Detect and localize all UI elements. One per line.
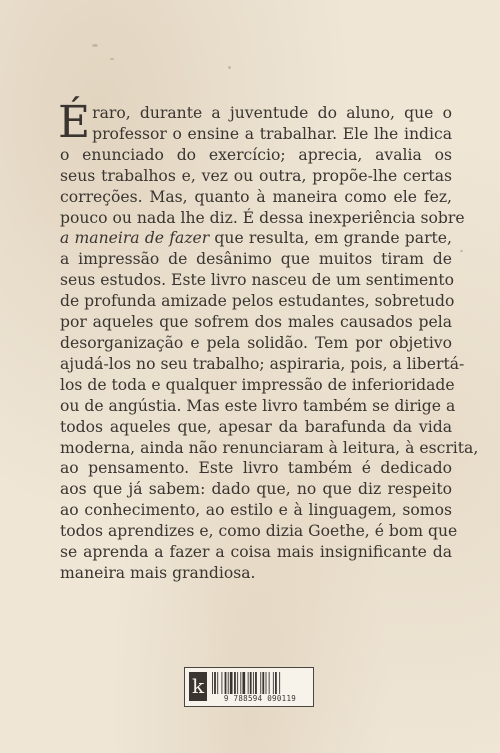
barcode-bar — [279, 672, 280, 694]
barcode-bar — [275, 672, 277, 694]
text-line: todos aqueles que, apesar da barafunda da vida — [60, 417, 452, 436]
blurb-text — [58, 97, 479, 584]
text-line: o enunciado do exercício; aprecia, avalia os — [60, 145, 452, 164]
barcode-bar — [269, 672, 270, 694]
text-line: todos aprendizes e, como dizia Goethe, é bom que — [60, 522, 458, 541]
barcode-bars — [211, 672, 309, 694]
paper-speck — [92, 44, 98, 47]
text-line: moderna, ainda não renunciaram à leitura, à escrita, — [60, 438, 479, 457]
barcode-bar — [217, 672, 218, 694]
text-line: seus trabalhos e, vez ou outra, propõe-lhe certas — [60, 166, 452, 185]
text-line: por aqueles que sofrem dos males causados pela — [60, 313, 452, 332]
barcode-bar — [253, 672, 254, 694]
text-line: desorganização e pela solidão. Tem por objetivo — [60, 333, 452, 352]
barcode-bar — [230, 672, 233, 694]
text-line: pouco ou nada lhe diz. É dessa inexperiência sobre — [60, 208, 465, 227]
text-line: seus estudos. Este livro nasceu de um sentimento — [60, 271, 454, 290]
barcode-panel — [184, 667, 314, 707]
barcode-bar — [242, 672, 245, 694]
barcode-bar — [273, 672, 274, 694]
text-line: maneira mais grandiosa. — [60, 563, 256, 582]
barcode-bar — [214, 672, 216, 694]
barcode-bar — [248, 672, 249, 694]
barcode-bar — [260, 672, 261, 694]
text-line: los de toda e qualquer impressão de inferioridade — [60, 375, 455, 394]
barcode-bar — [221, 672, 222, 694]
barcode-bar — [212, 672, 213, 694]
text-line: ou de angústia. Mas este livro também se dirige a — [60, 396, 456, 415]
text-line: ajudá-los no seu trabalho; aspiraria, pois, a libertá- — [60, 354, 465, 373]
paper-speck — [110, 58, 114, 60]
text-line: a maneira de fazer que resulta, em grande parte, — [60, 229, 452, 248]
text-line: se aprenda a fazer a coisa mais insignificante da — [60, 543, 452, 562]
text-line: correções. Mas, quanto à maneira como ele fez, — [60, 187, 452, 206]
barcode-bar — [266, 672, 267, 694]
text-line: a impressão de desânimo que muitos tiram de — [60, 250, 452, 269]
barcode-bar — [250, 672, 252, 694]
text-line: aos que já sabem: dado que, no que diz respeito — [60, 480, 452, 499]
italic-phrase: a maneira de fazer — [60, 229, 210, 248]
barcode-bar — [234, 672, 236, 694]
text-line: de profunda amizade pelos estudantes, sobretudo — [60, 292, 455, 311]
publisher-logo: k — [189, 672, 207, 701]
paper-speck — [460, 250, 463, 252]
text-line: ao pensamento. Este livro também é dedicado — [60, 459, 452, 478]
drop-cap: É — [58, 97, 91, 148]
barcode-bar — [262, 672, 264, 694]
text-line: raro, durante a juventude do aluno, que o — [92, 104, 452, 122]
barcode-bar — [255, 672, 257, 694]
barcode-bar — [225, 672, 227, 694]
paper-speck — [228, 66, 231, 69]
barcode-bar — [240, 672, 241, 694]
barcode-bar — [237, 672, 238, 694]
isbn-number: 9 788594 090119 — [223, 694, 297, 703]
text-line: ao conhecimento, ao estilo e à linguagem, somos — [60, 501, 452, 520]
barcode-bar — [228, 672, 229, 694]
text-line: professor o ensine a trabalhar. Ele lhe indica — [92, 124, 452, 143]
